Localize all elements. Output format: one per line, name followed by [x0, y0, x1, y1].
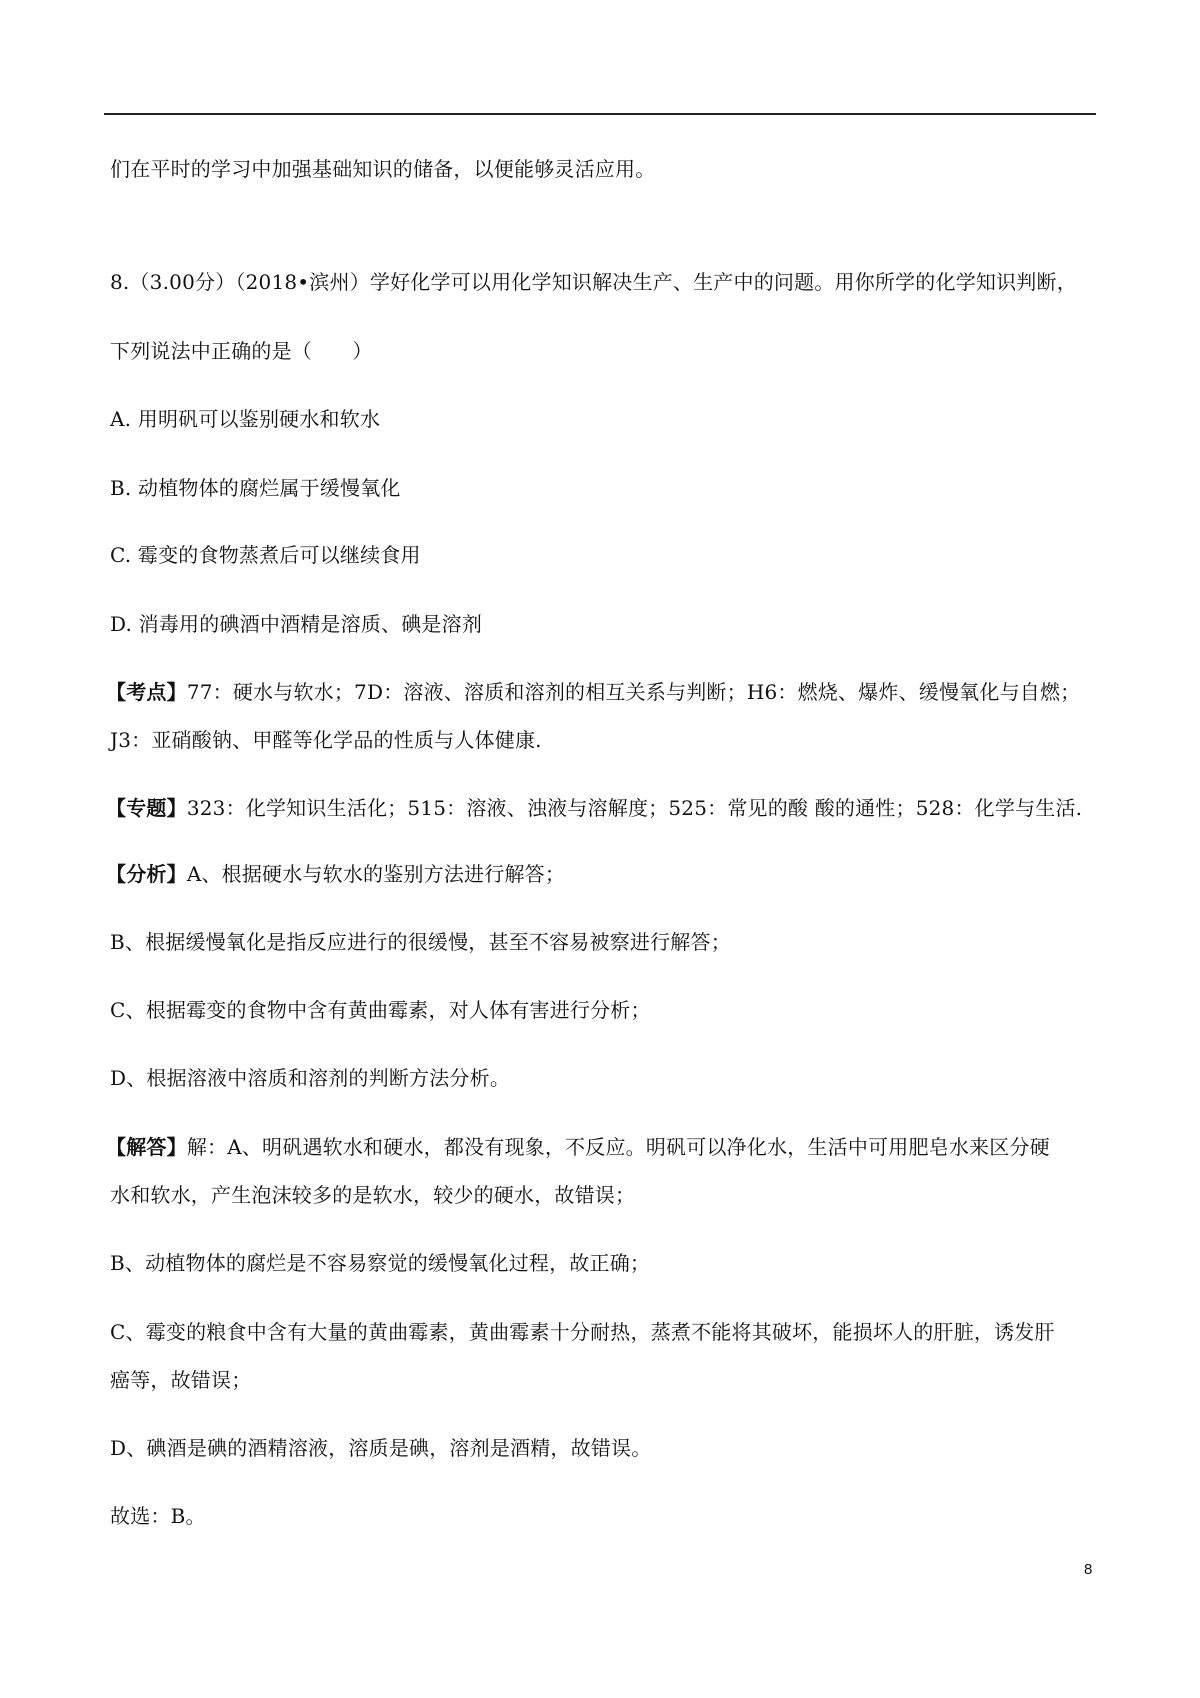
option-d: D. 消毒用的碘酒中酒精是溶质、碘是溶剂	[110, 612, 483, 636]
option-c: C. 霉变的食物蒸煮后可以继续食用	[110, 543, 421, 567]
zhuanti-label: 【专题】	[106, 796, 187, 820]
jieda-line-5: 癌等，故错误；	[110, 1368, 252, 1392]
question-stem-line-2: 下列说法中正确的是（ ）	[110, 339, 373, 363]
jieda-label: 【解答】	[106, 1135, 187, 1159]
jieda-line-1	[106, 1133, 1050, 1161]
jieda-line-3: B、动植物体的腐烂是不容易察觉的缓慢氧化过程，故正确；	[110, 1251, 651, 1275]
kaodian-label: 【考点】	[106, 680, 187, 704]
zhuanti-line	[106, 794, 1082, 822]
kaodian-text-1: 77：硬水与软水；7D：溶液、溶质和溶剂的相互关系与判断；H6：燃烧、爆炸、缓慢氧化与自燃；	[186, 680, 1081, 704]
fenxi-text-1: A、根据硬水与软水的鉴别方法进行解答；	[186, 862, 566, 886]
kaodian-line-1	[106, 678, 1080, 706]
jieda-line-4: C、霉变的粮食中含有大量的黄曲霉素，黄曲霉素十分耐热，蒸煮不能将其破坏，能损坏人的肝脏，诱发肝	[110, 1320, 1055, 1344]
page-number: 8	[1084, 1561, 1093, 1578]
option-b: B. 动植物体的腐烂属于缓慢氧化	[110, 476, 401, 500]
zhuanti-text: 323：化学知识生活化；515：溶液、浊液与溶解度；525：常见的酸 酸的通性；528：化学与生活.	[186, 796, 1083, 820]
option-a: A. 用明矾可以鉴别硬水和软水	[110, 407, 381, 431]
fenxi-line-2: B、根据缓慢氧化是指反应进行的很缓慢，甚至不容易被察进行解答；	[110, 930, 731, 954]
question-stem-line-1: 8.（3.00分）（2018•滨州）学好化学可以用化学知识解决生产、生产中的问题。用你所学的化学知识判断，	[110, 270, 1077, 294]
fenxi-line-1	[106, 860, 565, 888]
carry-over-text: 们在平时的学习中加强基础知识的储备，以便能够灵活应用。	[110, 157, 656, 181]
jieda-line-2: 水和软水，产生泡沫较多的是软水，较少的硬水，故错误；	[110, 1183, 636, 1207]
jieda-text-1: 解：A、明矾遇软水和硬水，都没有现象，不反应。明矾可以净化水，生活中可用肥皂水来区分硬	[186, 1135, 1050, 1159]
fenxi-line-4: D、根据溶液中溶质和溶剂的判断方法分析。	[110, 1066, 511, 1090]
fenxi-line-3: C、根据霉变的食物中含有黄曲霉素，对人体有害进行分析；	[110, 998, 651, 1022]
kaodian-line-2: J3：亚硝酸钠、甲醛等化学品的性质与人体健康.	[110, 728, 542, 752]
fenxi-label: 【分析】	[106, 862, 187, 886]
jieda-line-6: D、碘酒是碘的酒精溶液，溶质是碘，溶剂是酒精，故错误。	[110, 1436, 652, 1460]
header-rule	[104, 113, 1096, 115]
jieda-line-7: 故选：B。	[110, 1504, 206, 1528]
